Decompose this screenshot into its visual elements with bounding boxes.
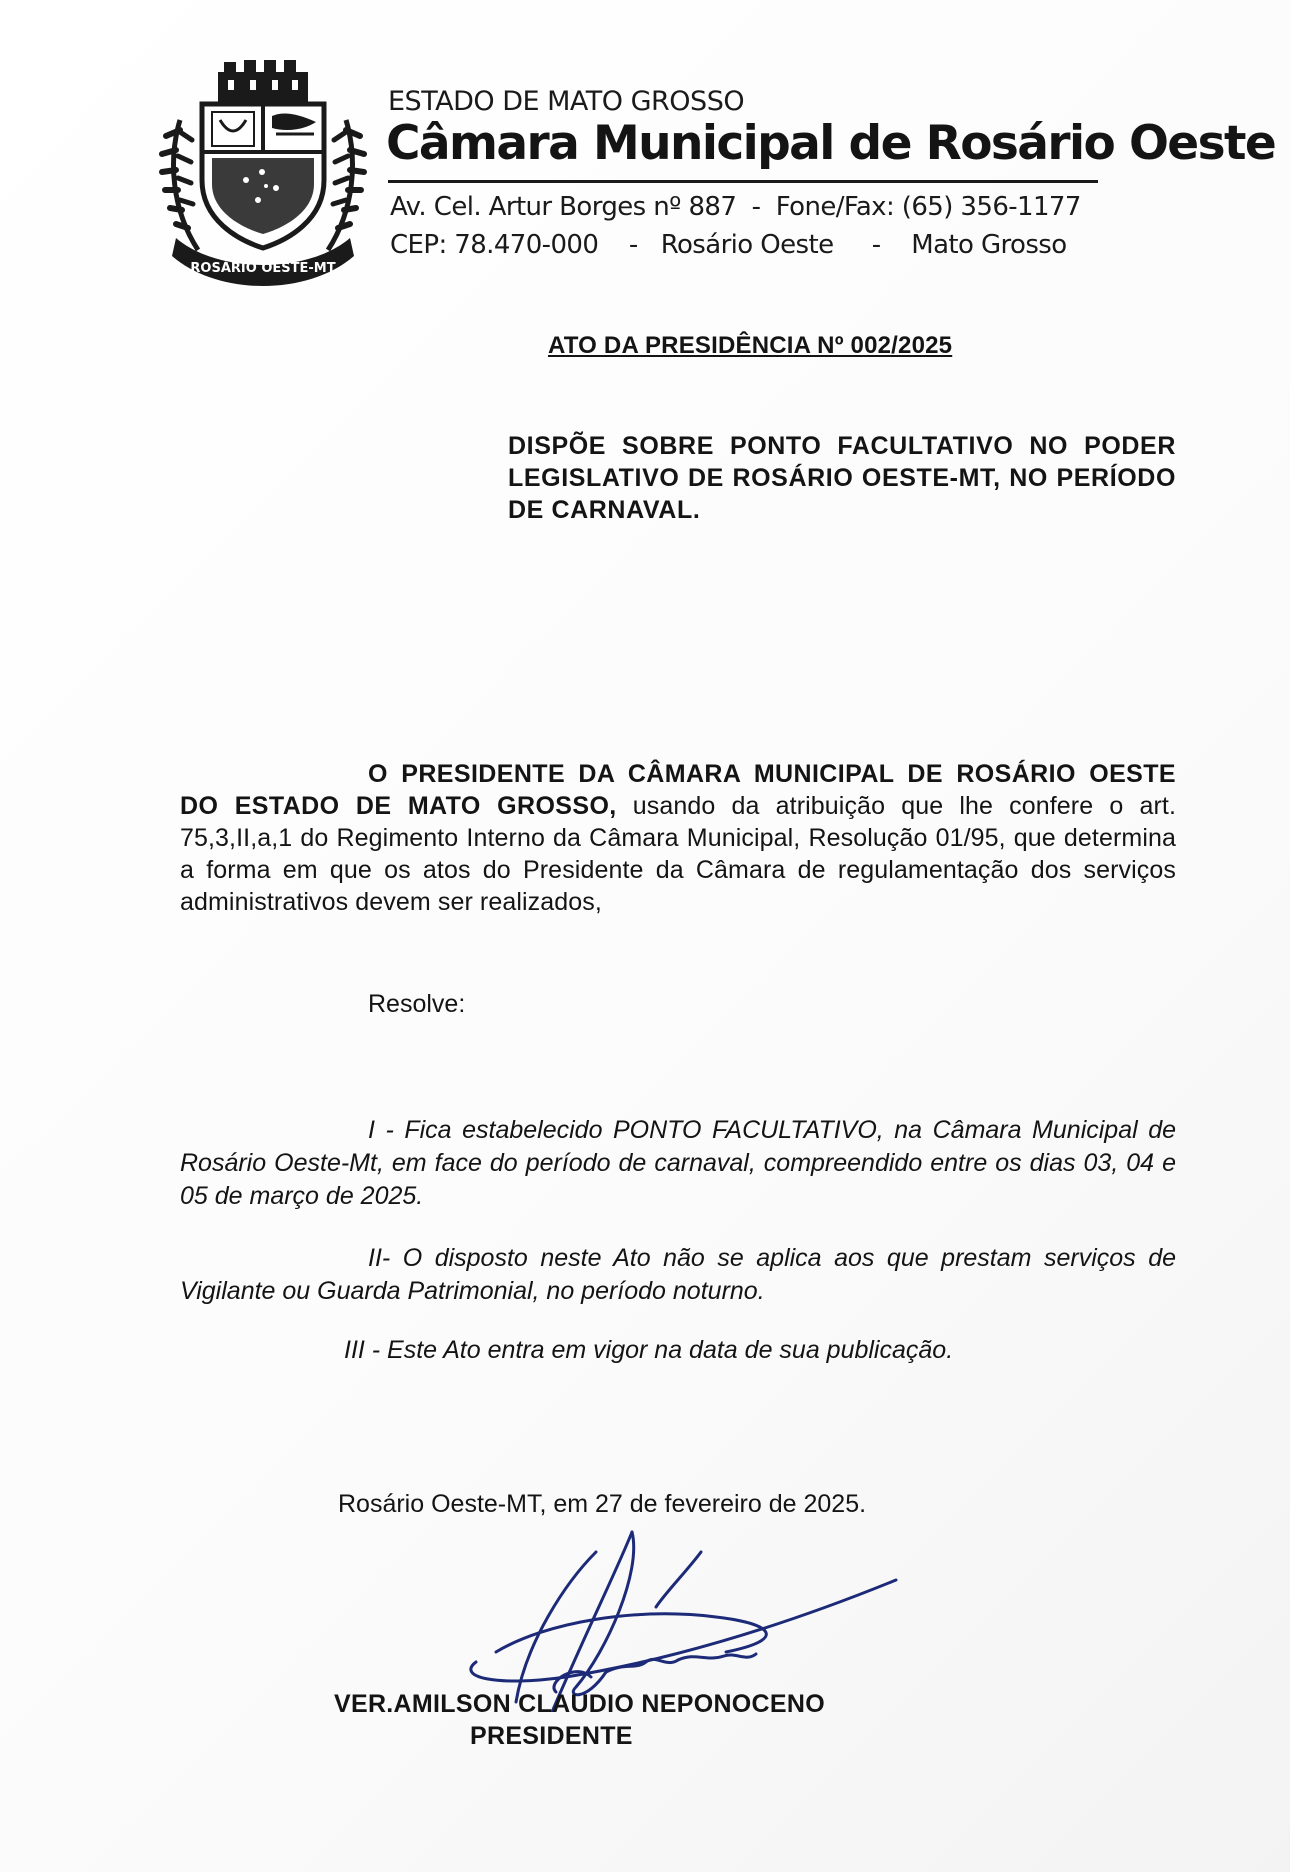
state-name: ESTADO DE MATO GROSSO — [388, 86, 745, 117]
article-1-text: I - Fica estabelecido PONTO FACULTATIVO, na Câmara Municipal de Rosário Oeste-Mt, em face do período de carnaval, compreendido entre os dias 03, 04 e 05 de março de 2025. — [180, 1116, 1176, 1210]
preamble-paragraph — [180, 758, 1176, 918]
article-2-text: II- O disposto neste Ato não se aplica aos que prestam serviços de Vigilante ou Guarda Patrimonial, no período noturno. — [180, 1244, 1176, 1305]
preamble-bold-text: O PRESIDENTE DA CÂMARA MUNICIPAL DE ROSÁRIO OESTE DO ESTADO DE MATO GROSSO, — [180, 760, 1176, 820]
preamble-text: usando da atribuição que lhe confere o art. 75,3,II,a,1 do Regimento Interno da Câmara Municipal, Resolução 01/95, que determina a forma em que os atos do Presidente da Câmara de regulamentação dos serviços administrativos devem ser realizados, — [180, 792, 1176, 916]
crest-icon — [158, 60, 368, 300]
coat-of-arms-logo — [158, 60, 368, 300]
header-divider — [388, 180, 1098, 183]
article-3-text: III - Este Ato entra em vigor na data de sua publicação. — [344, 1336, 954, 1364]
signer-name: VER.AMILSON CLAUDIO NEPONOCENO — [334, 1690, 825, 1718]
handwritten-signature — [456, 1512, 916, 1712]
place-date: Rosário Oeste-MT, em 27 de fevereiro de 2025. — [338, 1490, 867, 1518]
act-title: ATO DA PRESIDÊNCIA Nº 002/2025 — [548, 332, 953, 359]
crest-ribbon-text: ROSÁRIO OESTE-MT — [190, 261, 336, 276]
resolve-heading: Resolve: — [368, 990, 466, 1018]
address-line-1: Av. Cel. Artur Borges nº 887 - Fone/Fax: (65) 356-1177 — [390, 192, 1081, 222]
article-3 — [180, 1334, 1176, 1367]
address-line-2: CEP: 78.470-000 - Rosário Oeste - Mato Grosso — [390, 230, 1067, 260]
signer-role: PRESIDENTE — [470, 1722, 633, 1750]
article-1 — [180, 1114, 1176, 1213]
signature-icon — [456, 1512, 916, 1712]
act-summary: DISPÕE SOBRE PONTO FACULTATIVO NO PODER LEGISLATIVO DE ROSÁRIO OESTE-MT, NO PERÍODO DE CARNAVAL. — [508, 432, 1176, 524]
article-2 — [180, 1242, 1176, 1308]
council-name: Câmara Municipal de Rosário Oeste — [386, 116, 1276, 171]
